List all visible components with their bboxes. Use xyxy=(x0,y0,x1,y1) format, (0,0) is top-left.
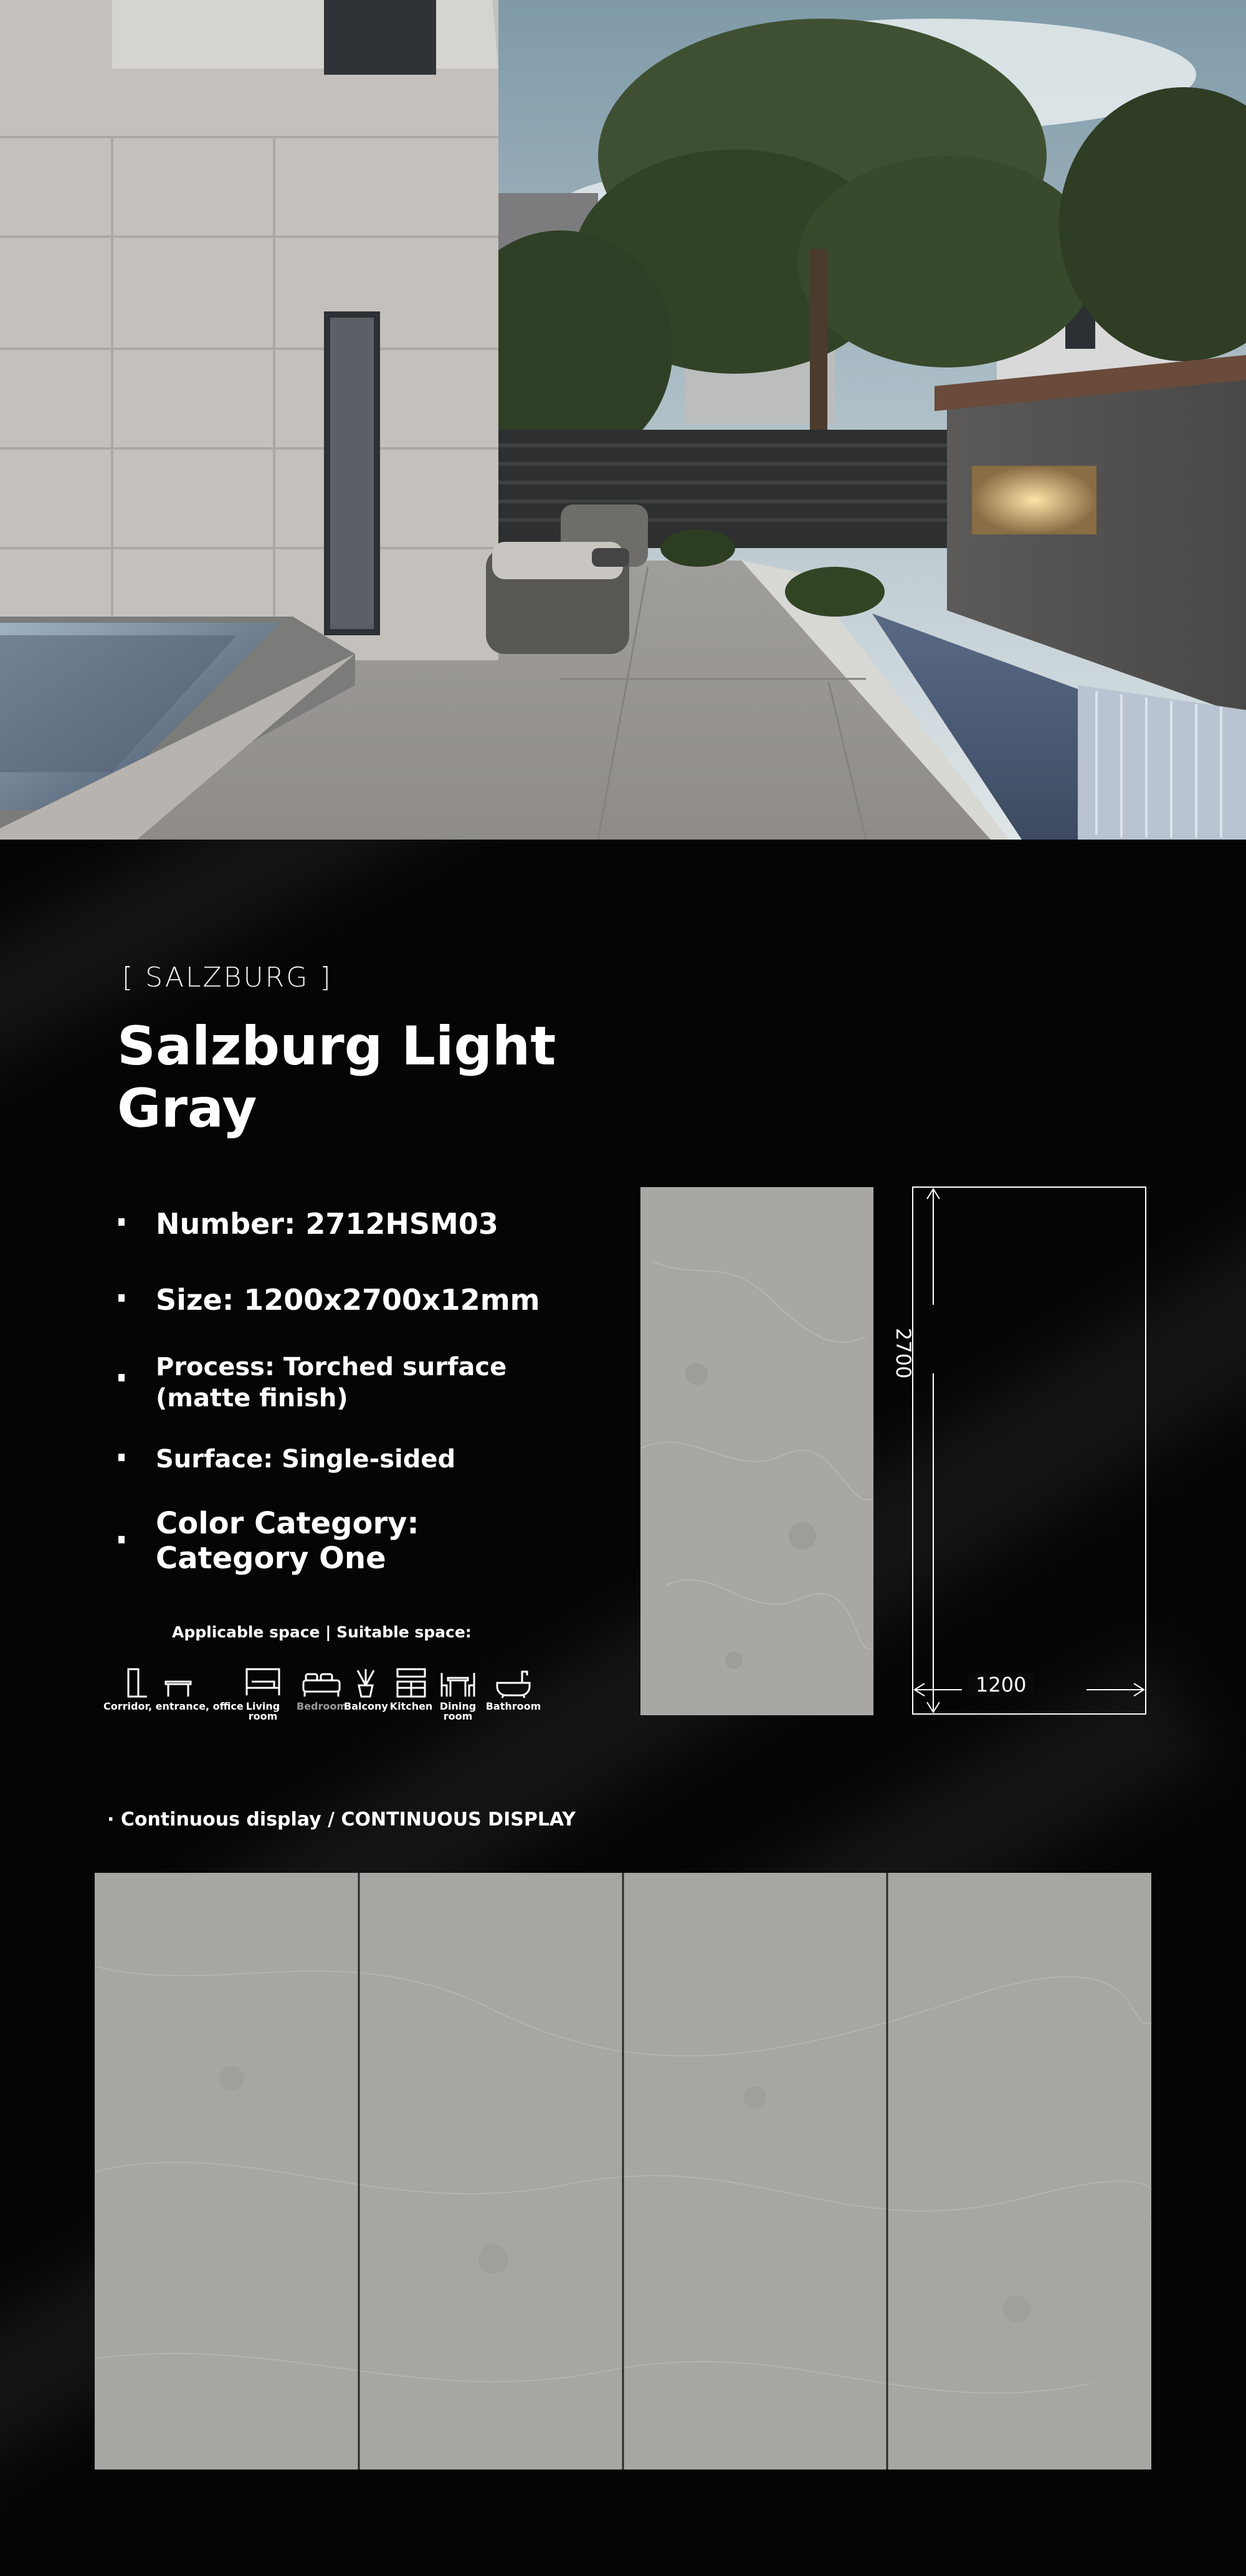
spec-text: Size: 1200x2700x12mm xyxy=(156,1283,540,1317)
height-dimension-label: 2700 xyxy=(892,1328,915,1379)
bed-icon xyxy=(300,1667,343,1699)
dining-table-icon xyxy=(439,1667,477,1699)
spec-item-process xyxy=(118,1352,554,1414)
hero-scene-image xyxy=(0,0,1246,840)
bullet-icon xyxy=(118,1294,125,1302)
corridor-icon xyxy=(122,1667,197,1699)
space-label: Living room xyxy=(245,1700,280,1722)
spec-item-surface xyxy=(118,1445,554,1476)
applicable-space-title: Applicable space | Suitable space: xyxy=(172,1623,472,1641)
spec-text: Process: Torched surface (matte finish) xyxy=(156,1353,507,1413)
spec-text: Number: 2712HSM03 xyxy=(156,1207,498,1241)
space-bedroom xyxy=(297,1667,346,1712)
bullet-icon xyxy=(118,1374,125,1381)
space-bathroom xyxy=(482,1667,545,1712)
space-label: Dining room xyxy=(439,1700,477,1722)
continuous-display-image xyxy=(95,1873,1151,2469)
spec-text: Surface: Single-sided xyxy=(156,1445,456,1474)
space-label: Kitchen xyxy=(389,1700,433,1712)
bullet-icon xyxy=(118,1454,125,1461)
space-kitchen xyxy=(389,1667,434,1712)
space-label: Corridor, entrance, office xyxy=(103,1700,244,1712)
dimension-arrows xyxy=(912,1186,1146,1715)
tile-preview-image xyxy=(640,1187,873,1715)
space-living-room xyxy=(244,1667,282,1721)
space-label: Bathroom xyxy=(485,1700,541,1712)
spec-text: Color Category: Category One xyxy=(156,1506,419,1576)
width-dimension-label: 1200 xyxy=(968,1673,1034,1697)
sofa-icon xyxy=(244,1667,282,1699)
space-balcony xyxy=(344,1667,388,1712)
spec-item-size xyxy=(118,1283,554,1320)
continuous-display-label: · Continuous display / CONTINUOUS DISPLAY xyxy=(107,1809,576,1830)
spec-item-number xyxy=(118,1207,554,1244)
space-label: Balcony xyxy=(344,1700,388,1712)
bullet-icon xyxy=(118,1536,125,1543)
bathtub-icon xyxy=(495,1667,532,1699)
plant-icon xyxy=(350,1667,381,1699)
spec-section xyxy=(0,840,1246,2576)
space-corridor xyxy=(103,1667,244,1712)
product-title: Salzburg Light Gray xyxy=(117,1015,556,1140)
space-dining-room xyxy=(436,1667,480,1721)
space-label: Bedroom xyxy=(297,1700,348,1712)
bullet-icon xyxy=(118,1218,125,1226)
kitchen-icon xyxy=(392,1667,430,1699)
spec-item-color-category xyxy=(118,1506,554,1581)
series-label: [ SALZBURG ] xyxy=(122,962,333,993)
